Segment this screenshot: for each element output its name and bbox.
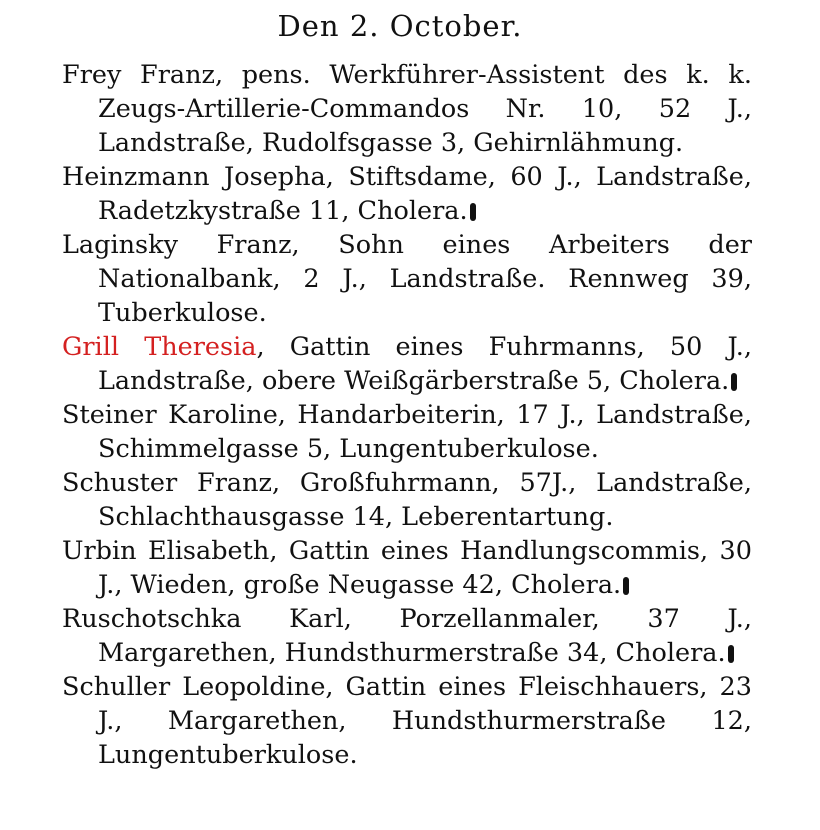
entry-name: Schuster Franz [62,468,272,498]
page-heading: Den 2. October. [277,9,523,43]
entry-name: Frey Franz [62,60,215,90]
entry-name: Urbin Elisabeth [62,536,270,566]
register-entry-ruschotschka [62,602,752,670]
entry-name: Schuller Leopoldine [62,672,326,702]
register-entry-laginsky [62,228,752,330]
entry-details: , Porzellanmaler, 37 J., Margarethen, Hundsthurmerstraße 34, Cholera. [98,604,752,668]
register-entry-frey [62,58,752,160]
entry-name: Heinzmann Josepha [62,162,326,192]
ink-mark-icon [623,577,629,595]
register-entry-heinzmann [62,160,752,228]
register-entry-grill [62,330,752,398]
entry-details: , pens. Werkführer-Assistent des k. k. Zeugs-Artillerie-Commandos Nr. 10, 52 J., Landstraße, Rudolfsgasse 3, Gehirnlähmung. [98,60,752,158]
death-register-list [62,58,752,772]
register-entry-steiner [62,398,752,466]
entry-name: Ruschotschka Karl [62,604,344,634]
entry-details: , Stiftsdame, 60 J., Landstraße, Radetzkystraße 11, Cholera. [98,162,752,226]
register-entry-schuster [62,466,752,534]
entry-details: , Handarbeiterin, 17 J., Landstraße, Schimmelgasse 5, Lungentuberkulose. [98,400,752,464]
entry-name-highlighted: Grill Theresia [62,332,257,362]
register-entry-schuller [62,670,752,772]
entry-details: , Gattin eines Fuhrmanns, 50 J., Landstraße, obere Weißgärberstraße 5, Cholera. [98,332,752,396]
entry-details: , Gattin eines Fleischhauers, 23 J., Margarethen, Hundsthurmerstraße 12, Lungentuberkulose. [98,672,752,770]
ink-mark-icon [470,203,476,221]
entry-details: , Sohn eines Arbeiters der Nationalbank, 2 J., Landstraße. Rennweg 39, Tuberkulose. [98,230,752,328]
entry-name: Laginsky Franz [62,230,292,260]
register-entry-urbin [62,534,752,602]
entry-details: , Gattin eines Handlungscommis, 30 J., Wieden, große Neugasse 42, Cholera. [98,536,752,600]
ink-mark-icon [731,373,737,391]
entry-details: , Großfuhrmann, 57J., Landstraße, Schlachthausgasse 14, Leberentartung. [98,468,752,532]
entry-name: Steiner Karoline [62,400,278,430]
ink-mark-icon [728,645,734,663]
